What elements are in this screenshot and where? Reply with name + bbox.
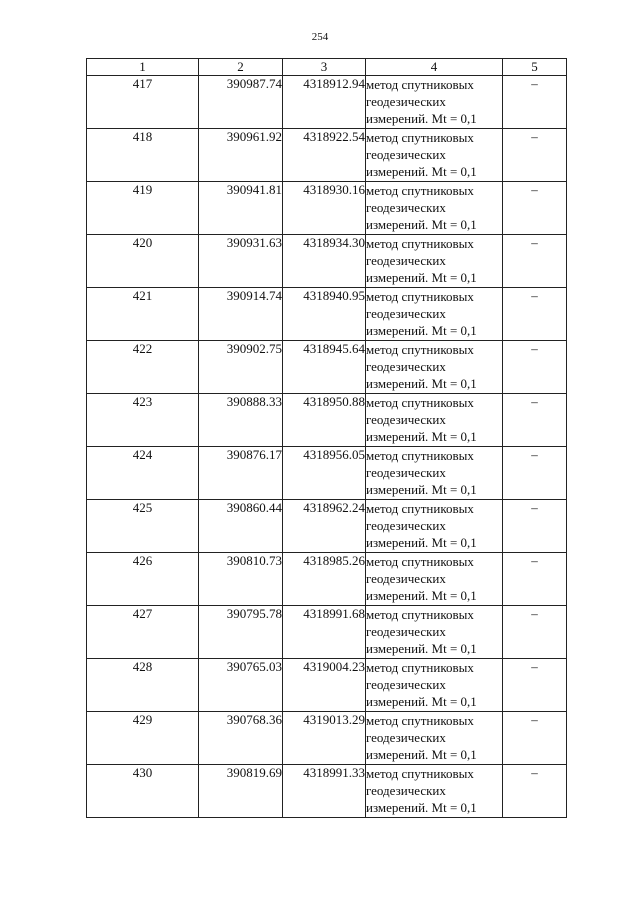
method-line: геодезических (366, 730, 446, 745)
method-line: геодезических (366, 200, 446, 215)
method-line: метод спутниковых (366, 554, 474, 569)
y-coordinate-cell: 4318912.94 (283, 76, 366, 129)
method-cell (366, 341, 503, 394)
method-cell (366, 182, 503, 235)
method-line: метод спутниковых (366, 183, 474, 198)
method-cell (366, 394, 503, 447)
method-line: измерений. Mt = 0,1 (366, 482, 477, 497)
note-cell: – (503, 129, 567, 182)
table-row (87, 394, 567, 447)
point-number-cell: 422 (87, 341, 199, 394)
note-cell: – (503, 394, 567, 447)
note-cell: – (503, 235, 567, 288)
note-cell: – (503, 765, 567, 818)
note-cell: – (503, 341, 567, 394)
method-line: метод спутниковых (366, 130, 474, 145)
method-line: измерений. Mt = 0,1 (366, 323, 477, 338)
method-line: измерений. Mt = 0,1 (366, 217, 477, 232)
point-number-cell: 430 (87, 765, 199, 818)
coordinates-table (86, 58, 567, 818)
note-cell: – (503, 182, 567, 235)
method-cell (366, 606, 503, 659)
method-line: геодезических (366, 677, 446, 692)
y-coordinate-cell: 4318934.30 (283, 235, 366, 288)
method-line: измерений. Mt = 0,1 (366, 164, 477, 179)
table-row (87, 235, 567, 288)
method-line: метод спутниковых (366, 289, 474, 304)
method-line: метод спутниковых (366, 395, 474, 410)
point-number-cell: 423 (87, 394, 199, 447)
y-coordinate-cell: 4318991.33 (283, 765, 366, 818)
x-coordinate-cell: 390819.69 (199, 765, 283, 818)
y-coordinate-cell: 4318991.68 (283, 606, 366, 659)
header-col-4: 4 (366, 59, 503, 76)
method-line: измерений. Mt = 0,1 (366, 429, 477, 444)
x-coordinate-cell: 390931.63 (199, 235, 283, 288)
point-number-cell: 421 (87, 288, 199, 341)
note-cell: – (503, 712, 567, 765)
table-row (87, 659, 567, 712)
header-col-1: 1 (87, 59, 199, 76)
table-row (87, 341, 567, 394)
method-line: метод спутниковых (366, 448, 474, 463)
table-row (87, 765, 567, 818)
x-coordinate-cell: 390941.81 (199, 182, 283, 235)
method-line: метод спутниковых (366, 766, 474, 781)
table-header-row (87, 59, 567, 76)
table-row (87, 553, 567, 606)
method-line: геодезических (366, 306, 446, 321)
method-line: метод спутниковых (366, 501, 474, 516)
method-cell (366, 288, 503, 341)
method-line: геодезических (366, 783, 446, 798)
x-coordinate-cell: 390765.03 (199, 659, 283, 712)
method-cell (366, 659, 503, 712)
method-cell (366, 76, 503, 129)
x-coordinate-cell: 390914.74 (199, 288, 283, 341)
table-row (87, 712, 567, 765)
table-row (87, 500, 567, 553)
method-line: измерений. Mt = 0,1 (366, 800, 477, 815)
point-number-cell: 426 (87, 553, 199, 606)
x-coordinate-cell: 390768.36 (199, 712, 283, 765)
y-coordinate-cell: 4318950.88 (283, 394, 366, 447)
y-coordinate-cell: 4318922.54 (283, 129, 366, 182)
method-line: метод спутниковых (366, 77, 474, 92)
method-line: метод спутниковых (366, 660, 474, 675)
x-coordinate-cell: 390876.17 (199, 447, 283, 500)
method-line: измерений. Mt = 0,1 (366, 270, 477, 285)
point-number-cell: 427 (87, 606, 199, 659)
point-number-cell: 418 (87, 129, 199, 182)
table-row (87, 76, 567, 129)
x-coordinate-cell: 390860.44 (199, 500, 283, 553)
note-cell: – (503, 76, 567, 129)
page-number: 254 (311, 31, 329, 43)
method-line: геодезических (366, 412, 446, 427)
table-row (87, 288, 567, 341)
method-line: геодезических (366, 465, 446, 480)
point-number-cell: 424 (87, 447, 199, 500)
method-line: геодезических (366, 624, 446, 639)
x-coordinate-cell: 390987.74 (199, 76, 283, 129)
method-cell (366, 500, 503, 553)
y-coordinate-cell: 4318985.26 (283, 553, 366, 606)
y-coordinate-cell: 4318940.95 (283, 288, 366, 341)
method-line: метод спутниковых (366, 342, 474, 357)
method-line: измерений. Mt = 0,1 (366, 535, 477, 550)
x-coordinate-cell: 390888.33 (199, 394, 283, 447)
method-line: геодезических (366, 253, 446, 268)
method-line: метод спутниковых (366, 713, 474, 728)
point-number-cell: 429 (87, 712, 199, 765)
method-line: геодезических (366, 518, 446, 533)
method-line: метод спутниковых (366, 236, 474, 251)
y-coordinate-cell: 4319013.29 (283, 712, 366, 765)
point-number-cell: 417 (87, 76, 199, 129)
table-row (87, 606, 567, 659)
method-cell (366, 129, 503, 182)
y-coordinate-cell: 4318930.16 (283, 182, 366, 235)
x-coordinate-cell: 390902.75 (199, 341, 283, 394)
x-coordinate-cell: 390810.73 (199, 553, 283, 606)
method-cell (366, 235, 503, 288)
table-row (87, 129, 567, 182)
method-line: измерений. Mt = 0,1 (366, 694, 477, 709)
method-cell (366, 553, 503, 606)
note-cell: – (503, 500, 567, 553)
y-coordinate-cell: 4318956.05 (283, 447, 366, 500)
point-number-cell: 425 (87, 500, 199, 553)
point-number-cell: 428 (87, 659, 199, 712)
y-coordinate-cell: 4318962.24 (283, 500, 366, 553)
method-line: геодезических (366, 571, 446, 586)
method-line: геодезических (366, 147, 446, 162)
method-line: измерений. Mt = 0,1 (366, 747, 477, 762)
header-col-5: 5 (503, 59, 567, 76)
note-cell: – (503, 447, 567, 500)
method-cell (366, 447, 503, 500)
table-row (87, 182, 567, 235)
method-line: измерений. Mt = 0,1 (366, 111, 477, 126)
method-line: метод спутниковых (366, 607, 474, 622)
note-cell: – (503, 606, 567, 659)
method-line: геодезических (366, 94, 446, 109)
method-line: геодезических (366, 359, 446, 374)
header-col-3: 3 (283, 59, 366, 76)
method-line: измерений. Mt = 0,1 (366, 641, 477, 656)
method-line: измерений. Mt = 0,1 (366, 588, 477, 603)
x-coordinate-cell: 390795.78 (199, 606, 283, 659)
method-cell (366, 712, 503, 765)
point-number-cell: 420 (87, 235, 199, 288)
note-cell: – (503, 659, 567, 712)
header-col-2: 2 (199, 59, 283, 76)
method-cell (366, 765, 503, 818)
method-line: измерений. Mt = 0,1 (366, 376, 477, 391)
table-row (87, 447, 567, 500)
y-coordinate-cell: 4318945.64 (283, 341, 366, 394)
y-coordinate-cell: 4319004.23 (283, 659, 366, 712)
x-coordinate-cell: 390961.92 (199, 129, 283, 182)
note-cell: – (503, 553, 567, 606)
point-number-cell: 419 (87, 182, 199, 235)
note-cell: – (503, 288, 567, 341)
